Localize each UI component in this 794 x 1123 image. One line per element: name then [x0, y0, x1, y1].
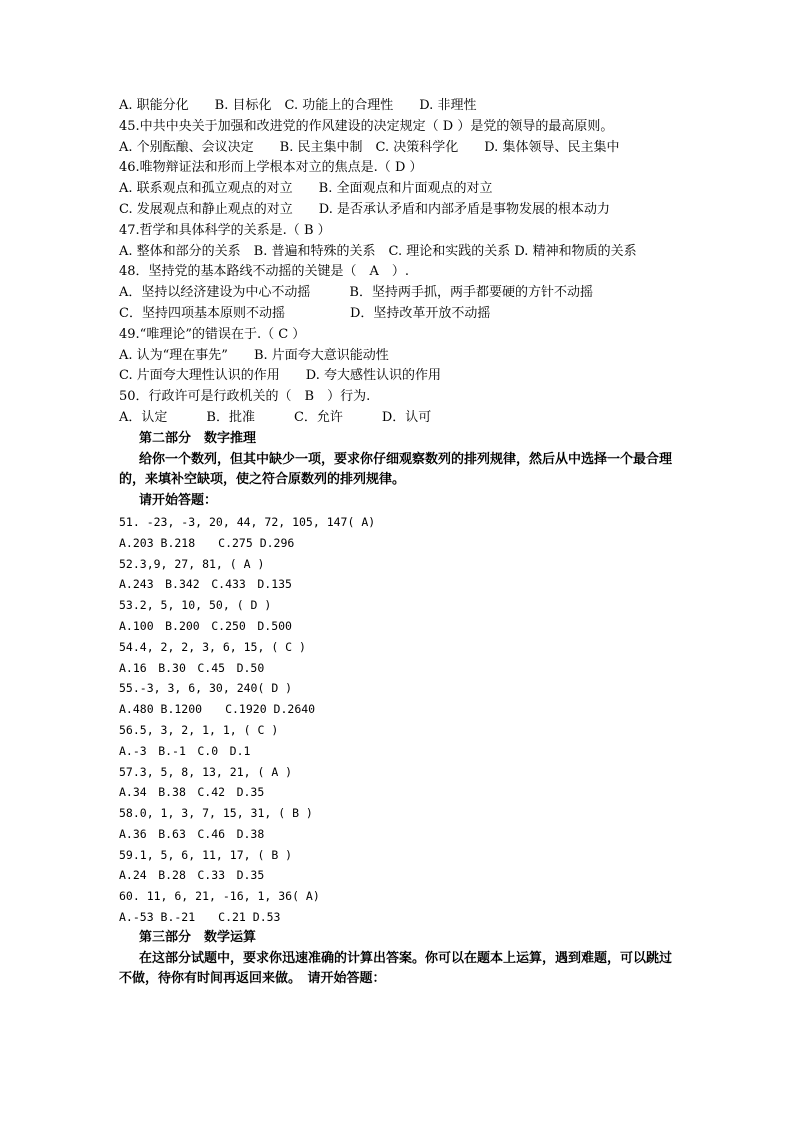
q49-question: 49.“唯理论”的错误在于.（ C ）	[119, 326, 306, 342]
q60-options: A.-53 B.-21 C.21 D.53	[119, 910, 281, 925]
q46-options-ab: A. 联系观点和孤立观点的对立 B. 全面观点和片面观点的对立	[119, 181, 493, 197]
section3-heading: 第三部分 数学运算	[139, 929, 257, 945]
q54-question: 54.4, 2, 2, 3, 6, 15, ( C )	[119, 639, 306, 654]
document-content	[119, 96, 679, 990]
q53-options: A.100 B.200 C.250 D.500	[119, 618, 292, 633]
q48-options-cd: C．坚持四项基本原则不动摇 D．坚持改革开放不动摇	[119, 305, 491, 321]
q45-options: A. 个别酝酿、会议决定 B. 民主集中制 C. 决策科学化 D. 集体领导、民主集中	[119, 139, 620, 155]
q45-question: 45.中共中央关于加强和改进党的作风建设的决定规定（ D ）是党的领导的最高原则。	[119, 118, 614, 134]
q47-options: A. 整体和部分的关系 B. 普遍和特殊的关系 C. 理论和实践的关系 D. 精神和物质的关系	[119, 243, 637, 259]
section2-heading: 第二部分 数字推理	[139, 430, 257, 446]
q54-options: A.16 B.30 C.45 D.50	[119, 660, 265, 675]
q51-options: A.203 B.218 C.275 D.296	[119, 535, 295, 550]
section2-intro: 给你一个数列，但其中缺少一项，要求你仔细观察数列的排列规律，然后从中选择一个最合理的，来填补空缺项，使之符合原数列的排列规律。	[119, 451, 673, 488]
q55-question: 55.-3, 3, 6, 30, 240( D )	[119, 681, 293, 696]
q46-question: 46.唯物辩证法和形而上学根本对立的焦点是.（ D ）	[119, 160, 423, 176]
q48-question: 48．坚持党的基本路线不动摇的关键是（ A ）.	[119, 264, 410, 280]
section2-start: 请开始答题：	[139, 493, 218, 509]
q59-options: A.24 B.28 C.33 D.35	[119, 868, 265, 883]
q51-question: 51. -23, -3, 20, 44, 72, 105, 147( A)	[119, 514, 376, 529]
q49-options-cd: C. 片面夸大理性认识的作用 D. 夸大感性认识的作用	[119, 368, 441, 384]
q59-question: 59.1, 5, 6, 11, 17, ( B )	[119, 847, 293, 862]
q46-options-cd: C. 发展观点和静止观点的对立 D. 是否承认矛盾和内部矛盾是事物发展的根本动力	[119, 201, 610, 217]
q52-options: A.243 B.342 C.433 D.135	[119, 577, 292, 592]
q57-options: A.34 B.38 C.42 D.35	[119, 785, 265, 800]
q52-question: 52.3,9, 27, 81, ( A )	[119, 556, 265, 571]
q56-options: A.-3 B.-1 C.0 D.1	[119, 743, 251, 758]
q50-options: A．认定 B．批准 C．允许 D．认可	[119, 409, 432, 425]
section3-intro: 在这部分试题中，要求你迅速准确的计算出答案。你可以在题本上运算，遇到难题，可以跳过不做，待你有时间再返回来做。 请开始答题：	[119, 950, 673, 987]
q57-question: 57.3, 5, 8, 13, 21, ( A )	[119, 764, 293, 779]
q58-question: 58.0, 1, 3, 7, 15, 31, ( B )	[119, 806, 313, 821]
q50-question: 50．行政许可是行政机关的（ B ）行为.	[119, 389, 371, 405]
q53-question: 53.2, 5, 10, 50, ( D )	[119, 598, 272, 613]
q58-options: A.36 B.63 C.46 D.38	[119, 826, 265, 841]
q56-question: 56.5, 3, 2, 1, 1, ( C )	[119, 722, 279, 737]
q55-options: A.480 B.1200 C.1920 D.2640	[119, 702, 316, 717]
q44-options: A. 职能分化 B. 目标化 C. 功能上的合理性 D. 非理性	[119, 98, 477, 113]
q48-options-ab: A．坚持以经济建设为中心不动摇 B．坚持两手抓，两手都要硬的方针不动摇	[119, 285, 593, 301]
q49-options-ab: A. 认为“理在事先” B. 片面夸大意识能动性	[119, 347, 389, 363]
q60-question: 60. 11, 6, 21, -16, 1, 36( A)	[119, 889, 320, 904]
q47-question: 47.哲学和具体科学的关系是.（ B ）	[119, 222, 331, 238]
